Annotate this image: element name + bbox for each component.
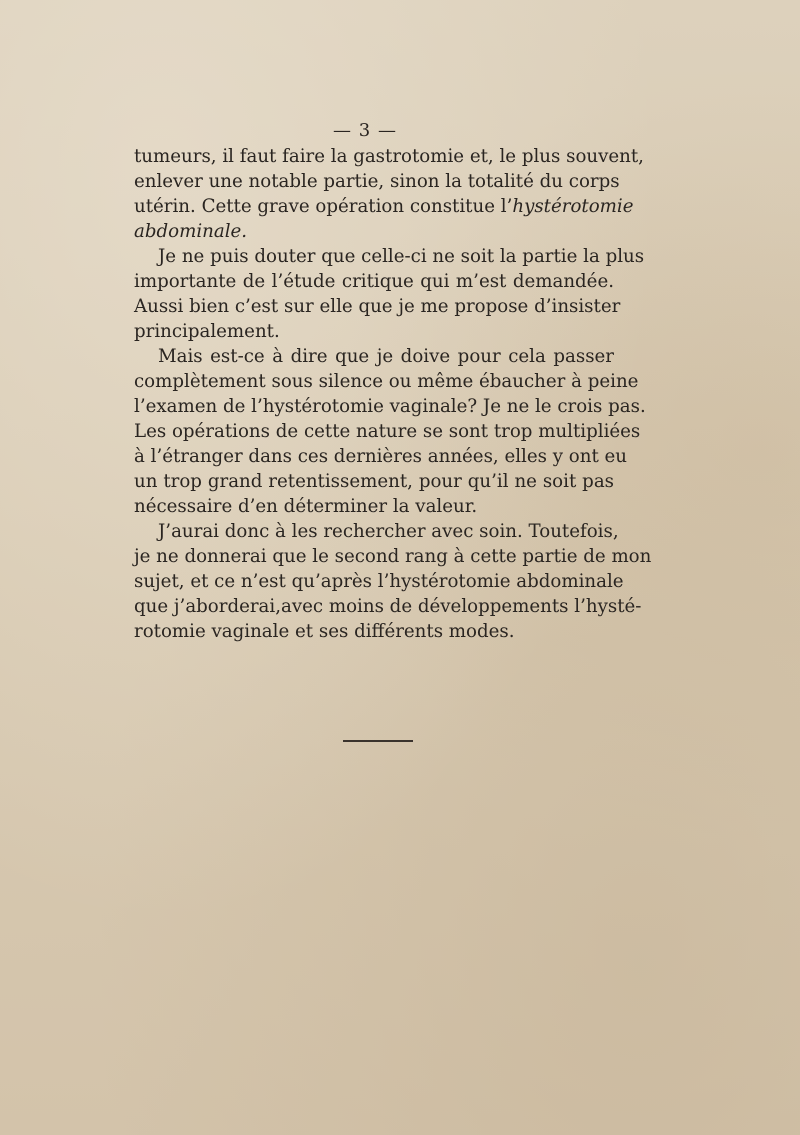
- section-end-rule: [343, 740, 413, 742]
- text-line: sujet, et ce n’est qu’après l’hystérotomie abdominale: [134, 571, 624, 592]
- text-line: un trop grand retentissement, pour qu’il ne soit pas: [134, 471, 614, 492]
- text-run: utérin. Cette grave opération constitue l’: [134, 196, 513, 217]
- italic-term: hystérotomie: [512, 196, 634, 217]
- text-line: je ne donnerai que le second rang à cette partie de mon: [134, 546, 652, 567]
- text-line: à l’étranger dans ces dernières années, elles y ont eu: [134, 446, 628, 467]
- text-line: nécessaire d’en déterminer la valeur.: [134, 496, 478, 517]
- text-line: principalement.: [134, 321, 280, 342]
- text-line: abdominale.: [134, 221, 248, 242]
- page-number: — 3 —: [333, 120, 397, 141]
- text-line: l’examen de l’hystérotomie vaginale? Je ne le crois pas.: [134, 396, 646, 417]
- text-line: Aussi bien c’est sur elle que je me propose d’insister: [134, 296, 621, 317]
- text-line: que j’aborderai,avec moins de développements l’hysté-: [134, 596, 642, 617]
- text-line: [134, 194, 634, 219]
- text-line: complètement sous silence ou même ébaucher à peine: [134, 371, 639, 392]
- text-line: rotomie vaginale et ses différents modes.: [134, 621, 515, 642]
- text-line: tumeurs, il faut faire la gastrotomie et, le plus souvent,: [134, 146, 644, 167]
- text-line: Les opérations de cette nature se sont trop multipliées: [134, 421, 641, 442]
- body-text: [134, 144, 652, 644]
- paragraph-start: Je ne puis douter que celle-ci ne soit la partie la plus: [158, 246, 645, 267]
- text-line: enlever une notable partie, sinon la totalité du corps: [134, 171, 620, 192]
- paragraph-start: Mais est-ce à dire que je doive pour cela passer: [158, 346, 614, 367]
- text-line: importante de l’étude critique qui m’est demandée.: [134, 271, 614, 292]
- paragraph-start: J’aurai donc à les rechercher avec soin. Toutefois,: [158, 521, 619, 542]
